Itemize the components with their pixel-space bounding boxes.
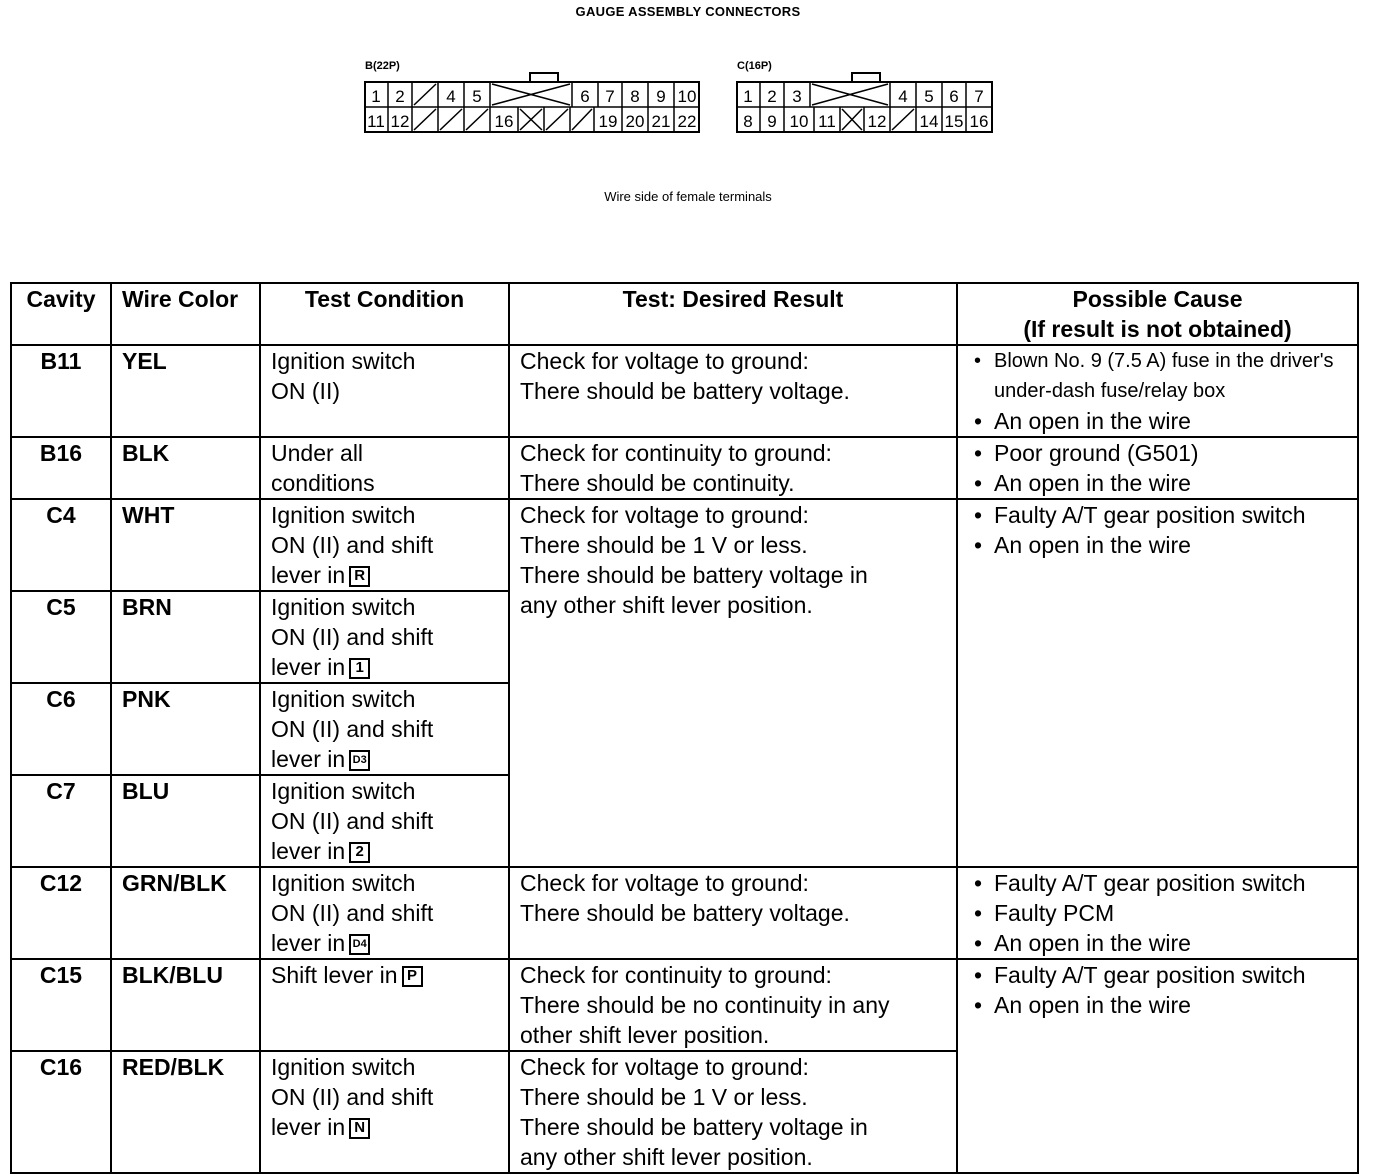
pin-b7: 7 [605, 87, 615, 106]
test-condition-cell [260, 867, 509, 959]
possible-cause-cell [957, 437, 1358, 499]
cause-item: • Faulty A/T gear position switch [968, 868, 1347, 898]
cause-item: • An open in the wire [968, 990, 1347, 1020]
pin-c5: 5 [924, 87, 934, 106]
wire-color-cell: BLU [111, 775, 260, 867]
pin-b6: 6 [580, 87, 590, 106]
condition-line [271, 744, 498, 774]
pin-b19: 19 [598, 112, 618, 131]
diagram-caption: Wire side of female terminals [604, 189, 772, 204]
troubleshooting-table [10, 282, 1359, 1174]
table-row [11, 959, 1358, 1051]
cavity-cell: C5 [11, 591, 111, 683]
result-line: Check for continuity to ground: [520, 440, 832, 466]
wire-color-cell: YEL [111, 345, 260, 437]
pin-b1: 1 [371, 87, 381, 106]
result-line: There should be battery voltage in [520, 562, 868, 588]
pin-b4: 4 [446, 87, 456, 106]
pin-b5: 5 [472, 87, 482, 106]
test-condition-cell [260, 591, 509, 683]
pin-c1: 1 [743, 87, 753, 106]
cavity-cell: C12 [11, 867, 111, 959]
test-condition-cell [260, 683, 509, 775]
result-line: There should be battery voltage. [520, 378, 850, 404]
pin-b2: 2 [395, 87, 405, 106]
connector-c-label: C(16P) [737, 60, 772, 72]
header-test-condition: Test Condition [260, 283, 509, 345]
cavity-cell: C6 [11, 683, 111, 775]
condition-line: conditions [271, 470, 375, 496]
condition-text: lever in [271, 930, 346, 956]
pin-b8: 8 [630, 87, 640, 106]
condition-line: Ignition switch [271, 778, 416, 804]
cavity-cell: C4 [11, 499, 111, 591]
pin-c6: 6 [949, 87, 959, 106]
result-line: Check for voltage to ground: [520, 348, 809, 374]
pin-b10: 10 [677, 87, 697, 106]
header-possible-cause-line1: Possible Cause [1072, 286, 1243, 312]
pin-c14: 14 [919, 112, 939, 131]
test-condition-cell [260, 775, 509, 867]
condition-line [271, 652, 498, 682]
result-line: There should be no continuity in any [520, 992, 890, 1018]
possible-cause-cell [957, 959, 1358, 1173]
condition-line: Ignition switch [271, 348, 416, 374]
pin-c10: 10 [789, 112, 809, 131]
wire-color-cell: PNK [111, 683, 260, 775]
connector-c-diagram [734, 70, 996, 136]
cause-item: • Faulty A/T gear position switch [968, 500, 1347, 530]
cavity-cell: C7 [11, 775, 111, 867]
pin-c15: 15 [944, 112, 964, 131]
result-line: Check for voltage to ground: [520, 1054, 809, 1080]
cause-item: • Poor ground (G501) [968, 438, 1347, 468]
condition-line: Ignition switch [271, 1054, 416, 1080]
pin-c7: 7 [974, 87, 984, 106]
table-row [11, 867, 1358, 959]
result-line: There should be continuity. [520, 470, 795, 496]
gear-n-icon: N [349, 1118, 370, 1139]
condition-line: ON (II) and shift [271, 532, 434, 558]
condition-line [271, 960, 498, 990]
wire-color-cell: BRN [111, 591, 260, 683]
condition-line [271, 1112, 498, 1142]
test-condition-cell [260, 437, 509, 499]
page-title: GAUGE ASSEMBLY CONNECTORS [575, 4, 801, 19]
condition-line: ON (II) [271, 378, 340, 404]
pin-b22: 22 [677, 112, 697, 131]
test-condition-cell [260, 959, 509, 1051]
connector-c-row2-numbers [743, 112, 988, 131]
result-line: There should be battery voltage in [520, 1114, 868, 1140]
pin-c16: 16 [969, 112, 989, 131]
cavity-cell: C15 [11, 959, 111, 1051]
possible-cause-cell [957, 867, 1358, 959]
wire-color-cell: BLK/BLU [111, 959, 260, 1051]
header-wire-color: Wire Color [111, 283, 260, 345]
cavity-cell: C16 [11, 1051, 111, 1173]
condition-line: ON (II) and shift [271, 716, 434, 742]
pin-c11: 11 [818, 112, 836, 131]
cavity-cell: B16 [11, 437, 111, 499]
pin-b12: 12 [390, 112, 410, 131]
header-desired-result: Test: Desired Result [509, 283, 957, 345]
result-line: There should be 1 V or less. [520, 532, 808, 558]
wire-color-cell: BLK [111, 437, 260, 499]
header-possible-cause-line2: (If result is not obtained) [1023, 316, 1292, 342]
test-condition-cell [260, 1051, 509, 1173]
condition-line [271, 560, 498, 590]
condition-text: lever in [271, 1114, 346, 1140]
desired-result-cell [509, 1051, 957, 1173]
pin-c9: 9 [767, 112, 777, 131]
test-condition-cell [260, 499, 509, 591]
result-line: Check for voltage to ground: [520, 502, 809, 528]
connector-c-row1-numbers [743, 87, 983, 106]
table-row [11, 345, 1358, 437]
condition-line: Ignition switch [271, 686, 416, 712]
cause-item: • An open in the wire [968, 468, 1347, 498]
pin-c3: 3 [792, 87, 802, 106]
desired-result-cell [509, 345, 957, 437]
condition-line: ON (II) and shift [271, 900, 434, 926]
cavity-cell: B11 [11, 345, 111, 437]
condition-text: lever in [271, 654, 346, 680]
gear-r-icon: R [349, 566, 370, 587]
connector-b-diagram [362, 70, 702, 136]
condition-line: ON (II) and shift [271, 808, 434, 834]
condition-line [271, 836, 498, 866]
condition-line: Ignition switch [271, 594, 416, 620]
cause-item [968, 346, 1347, 406]
gear-2-icon: 2 [349, 842, 370, 863]
pin-b16: 16 [494, 112, 514, 131]
result-line: There should be 1 V or less. [520, 1084, 808, 1110]
cause-line: under-dash fuse/relay box [994, 380, 1226, 402]
result-line: any other shift lever position. [520, 1144, 813, 1170]
pin-b20: 20 [625, 112, 645, 131]
cause-item: • Faulty PCM [968, 898, 1347, 928]
cause-item: • An open in the wire [968, 530, 1347, 560]
pin-c8: 8 [743, 112, 753, 131]
wire-color-cell: RED/BLK [111, 1051, 260, 1173]
header-possible-cause [957, 283, 1358, 345]
pin-c12: 12 [867, 112, 887, 131]
condition-text: lever in [271, 562, 346, 588]
result-line: any other shift lever position. [520, 592, 813, 618]
pin-c4: 4 [898, 87, 908, 106]
possible-cause-cell [957, 345, 1358, 437]
cause-item: • Faulty A/T gear position switch [968, 960, 1347, 990]
condition-text: Shift lever in [271, 962, 398, 988]
desired-result-cell [509, 437, 957, 499]
pin-b9: 9 [656, 87, 666, 106]
desired-result-cell [509, 867, 957, 959]
cause-line: • Blown No. 9 (7.5 A) fuse in the driver's [994, 350, 1334, 372]
condition-text: lever in [271, 838, 346, 864]
table-row [11, 499, 1358, 591]
possible-cause-cell [957, 499, 1358, 867]
condition-line: ON (II) and shift [271, 624, 434, 650]
table-row [11, 437, 1358, 499]
gear-p-icon: P [402, 966, 423, 987]
cause-item: • An open in the wire [968, 928, 1347, 958]
gear-d3-icon: D3 [349, 750, 370, 771]
test-condition-cell [260, 345, 509, 437]
result-line: There should be battery voltage. [520, 900, 850, 926]
condition-line [271, 928, 498, 958]
condition-line: Ignition switch [271, 502, 416, 528]
pin-b11: 11 [367, 112, 385, 131]
pin-b21: 21 [651, 112, 671, 131]
header-cavity: Cavity [11, 283, 111, 345]
table-header-row [11, 283, 1358, 345]
connector-b-label: B(22P) [365, 60, 400, 72]
pin-c2: 2 [767, 87, 777, 106]
cause-item: • An open in the wire [968, 406, 1347, 436]
condition-line: Under all [271, 440, 364, 466]
gear-d4-icon: D4 [349, 934, 370, 955]
result-line: Check for voltage to ground: [520, 870, 809, 896]
wire-color-cell: WHT [111, 499, 260, 591]
condition-line: Ignition switch [271, 870, 416, 896]
condition-line: ON (II) and shift [271, 1084, 434, 1110]
wire-color-cell: GRN/BLK [111, 867, 260, 959]
gear-1-icon: 1 [349, 658, 370, 679]
result-line: Check for continuity to ground: [520, 962, 832, 988]
condition-text: lever in [271, 746, 346, 772]
result-line: other shift lever position. [520, 1022, 770, 1048]
desired-result-cell [509, 959, 957, 1051]
desired-result-cell [509, 499, 957, 867]
